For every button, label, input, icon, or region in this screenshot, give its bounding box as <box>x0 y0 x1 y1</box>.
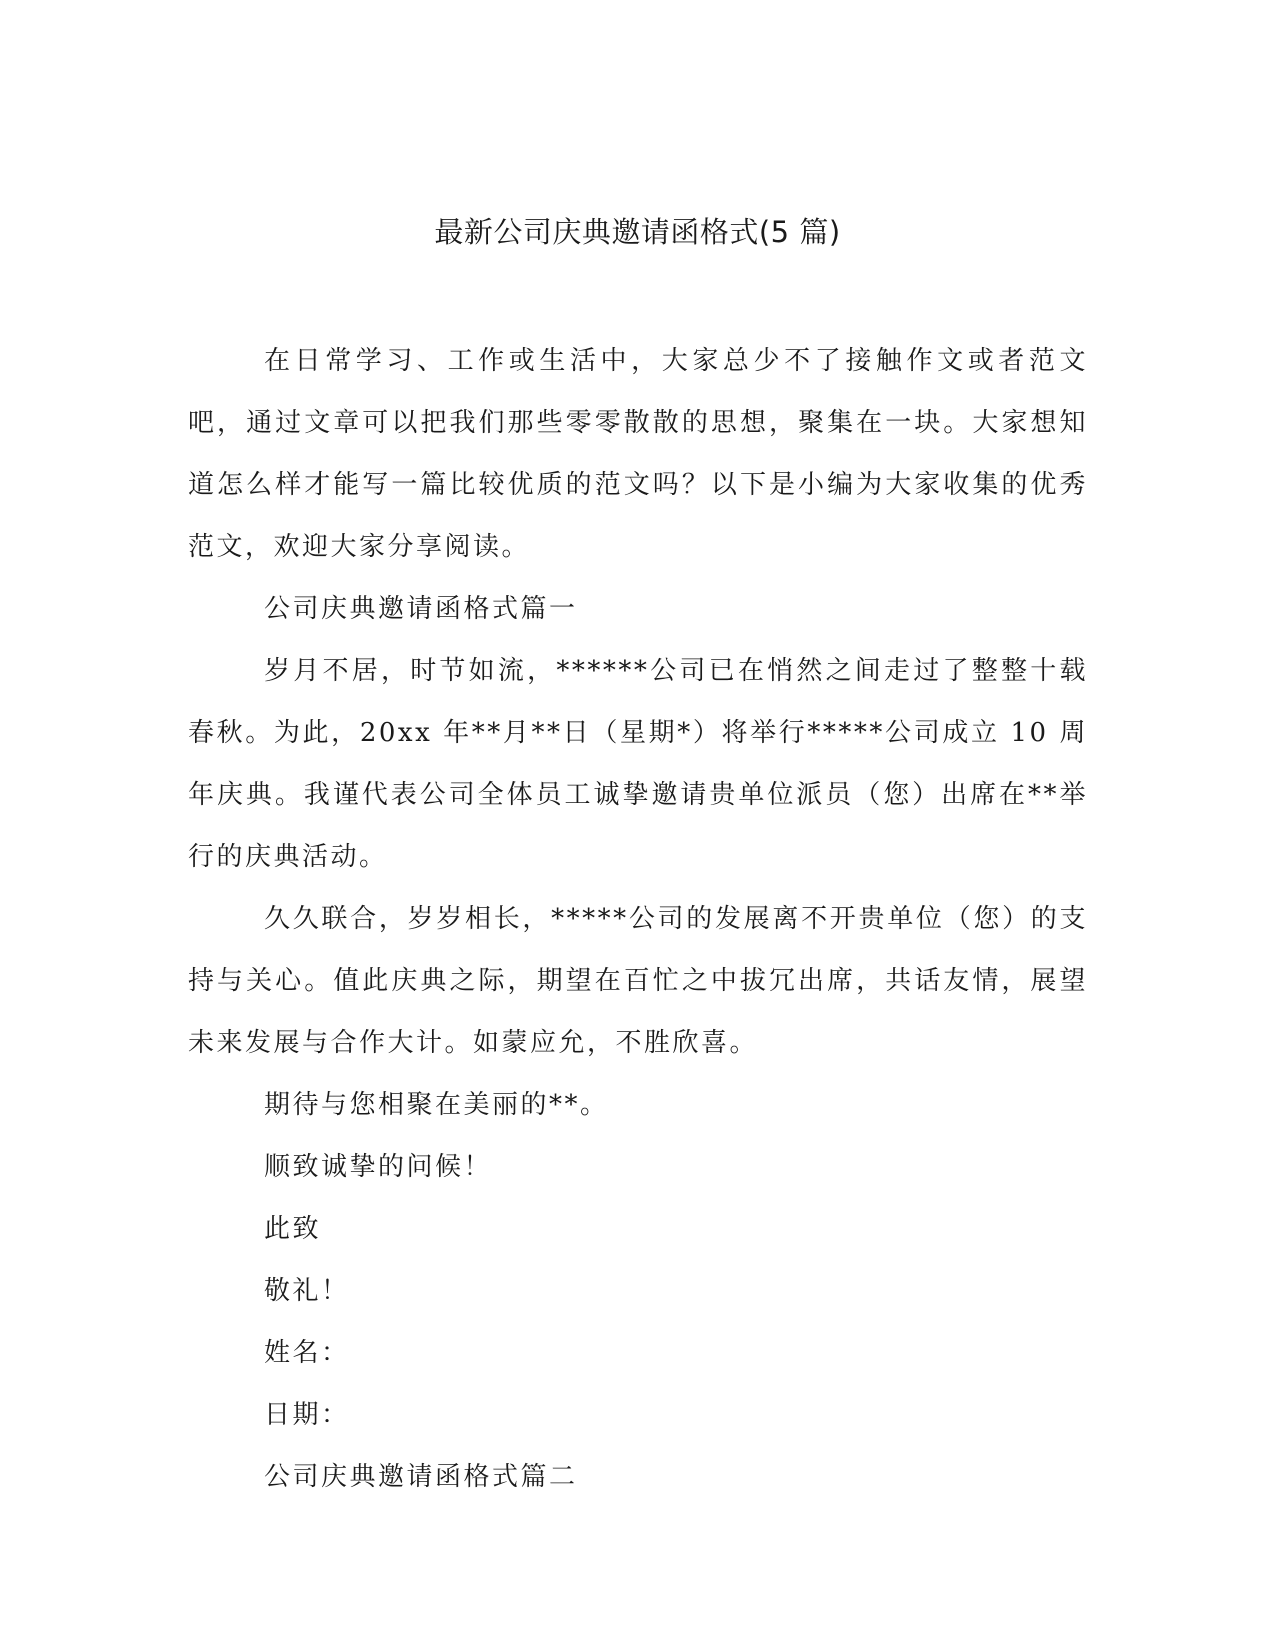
letter-paragraph-2: 久久联合，岁岁相长，*****公司的发展离不开贵单位（您）的支持与关心。值此庆典之际，期望在百忙之中拔冗出席，共话友情，展望未来发展与合作大计。如蒙应允，不胜欣喜。 <box>188 904 1088 1058</box>
letter-line-greeting: 顺致诚挚的问候！ <box>264 1152 493 1182</box>
letter-line-closing: 此致 <box>264 1214 322 1244</box>
section-heading-1: 公司庆典邀请函格式篇一 <box>264 594 578 624</box>
document-title: 最新公司庆典邀请函格式(5 篇) <box>434 215 841 249</box>
document-body <box>188 330 1088 1508</box>
intro-paragraph: 在日常学习、工作或生活中，大家总少不了接触作文或者范文吧，通过文章可以把我们那些零零散散的思想，聚集在一块。大家想知道怎么样才能写一篇比较优质的范文吗？以下是小编为大家收集的优秀范文，欢迎大家分享阅读。 <box>188 346 1088 562</box>
letter-paragraph-1: 岁月不居，时节如流，******公司已在悄然之间走过了整整十载春秋。为此，20xx 年**月**日（星期*）将举行*****公司成立 10 周年庆典。我谨代表公司全体员工诚挚邀请贵单位派员（您）出席在**举行的庆典活动。 <box>188 656 1088 872</box>
letter-line-expect: 期待与您相聚在美丽的**。 <box>264 1090 609 1120</box>
signature-name-line: 姓名： <box>264 1338 350 1368</box>
section-heading-2: 公司庆典邀请函格式篇二 <box>264 1462 578 1492</box>
signature-date-line: 日期： <box>264 1400 350 1430</box>
letter-line-salute: 敬礼！ <box>264 1276 350 1306</box>
